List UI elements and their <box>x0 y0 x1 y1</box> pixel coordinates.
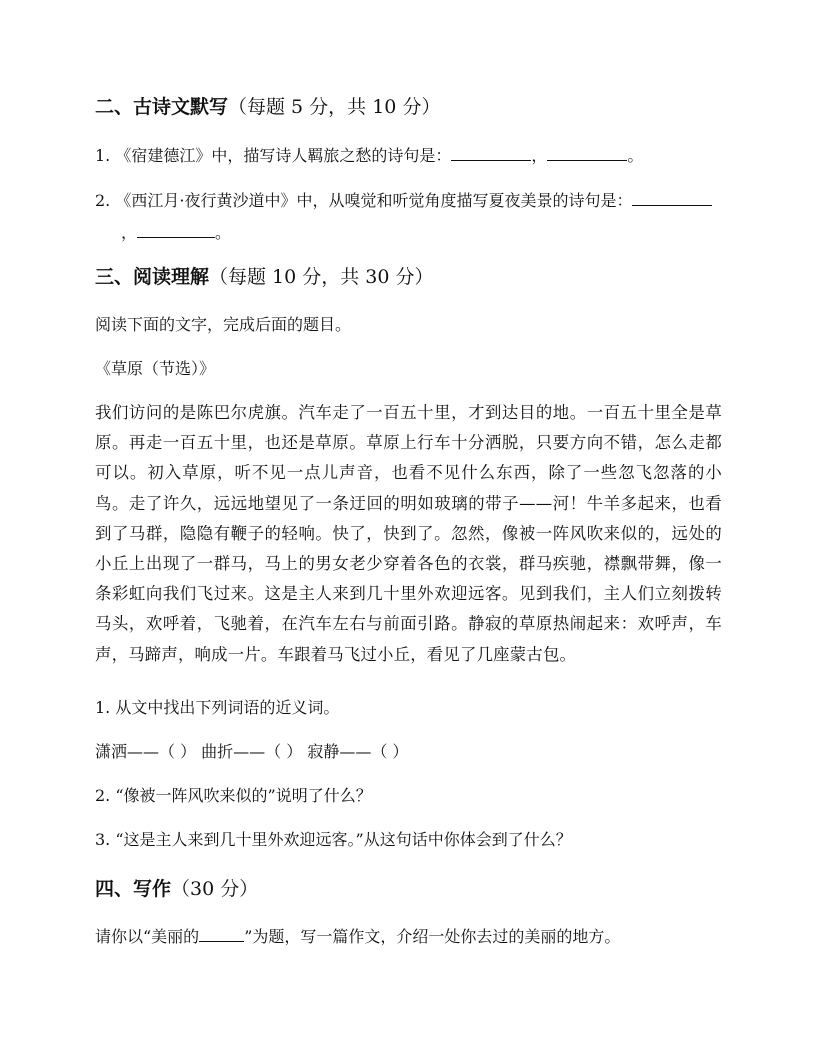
title-blank[interactable] <box>199 927 244 942</box>
reading-passage: 我们访问的是陈巴尔虎旗。汽车走了一百五十里，才到达目的地。一百五十里全是草原。再走一百五十里，也还是草原。草原上行车十分洒脱，只要方向不错，怎么走都可以。初入草原，听不见一点儿声音，也看不见什么东西，除了一些忽飞忽落的小鸟。走了许久，远远地望见了一条迂回的明如玻璃的带子——河！牛羊多起来，也看到了马群，隐隐有鞭子的轻响。快了，快到了。忽然，像被一阵风吹来似的，远处的小丘上出现了一群马，马上的男女老少穿着各色的衣裳，群马疾驰，襟飘带舞，像一条彩虹向我们飞过来。这是主人来到几十里外欢迎远客。见到我们，主人们立刻拨转马头，欢呼着，飞驰着，在汽车左右与前面引路。静寂的草原热闹起来：欢呼声，车声，马蹄声，响成一片。车跟着马飞过小丘，看见了几座蒙古包。 <box>95 403 722 664</box>
passage-title: 《草原（节选）》 <box>95 359 216 378</box>
question-end: 。 <box>627 146 644 165</box>
section3-question-2: 2. “像被一阵风吹来似的”说明了什么？ <box>95 786 372 805</box>
section3-note: （每题 10 分，共 30 分） <box>209 266 434 288</box>
question-text: 1. 《宿建德江》中，描写诗人羁旅之愁的诗句是： <box>95 146 452 165</box>
section4-note: （30 分） <box>171 878 259 900</box>
section3-question-1: 1. 从文中找出下列词语的近义词。 <box>95 698 340 717</box>
section2-title: 二、古诗文默写 <box>95 96 229 118</box>
section2-heading <box>95 95 440 119</box>
answer-blank[interactable] <box>632 191 712 206</box>
section3-question-1-words: 潇洒——（ ） 曲折——（ ） 寂静——（ ） <box>95 742 409 761</box>
prompt-text: 请你以“美丽的 <box>95 927 200 946</box>
reading-instruction: 阅读下面的文字，完成后面的题目。 <box>95 315 352 334</box>
question-separator: ， <box>121 223 138 242</box>
section2-question-2 <box>95 190 712 212</box>
section2-question-1 <box>95 145 643 167</box>
question-end: 。 <box>215 223 232 242</box>
writing-prompt <box>95 926 620 948</box>
answer-blank[interactable] <box>547 146 627 161</box>
section3-title: 三、阅读理解 <box>95 266 210 288</box>
section2-note: （每题 5 分，共 10 分） <box>228 96 441 118</box>
question-text: 2. 《西江月·夜行黄沙道中》中，从嗅觉和听觉角度描写夏夜美景的诗句是： <box>95 191 633 210</box>
section4-heading <box>95 877 258 901</box>
section2-question-2-continued <box>121 222 231 244</box>
answer-blank[interactable] <box>451 146 531 161</box>
section4-title: 四、写作 <box>95 878 172 900</box>
answer-blank[interactable] <box>137 223 215 238</box>
prompt-text: ”为题，写一篇作文，介绍一处你去过的美丽的地方。 <box>244 927 621 946</box>
section3-heading <box>95 265 434 289</box>
question-separator: ， <box>531 146 548 165</box>
section3-question-3: 3. “这是主人来到几十里外欢迎远客。”从这句话中你体会到了什么？ <box>95 830 572 849</box>
